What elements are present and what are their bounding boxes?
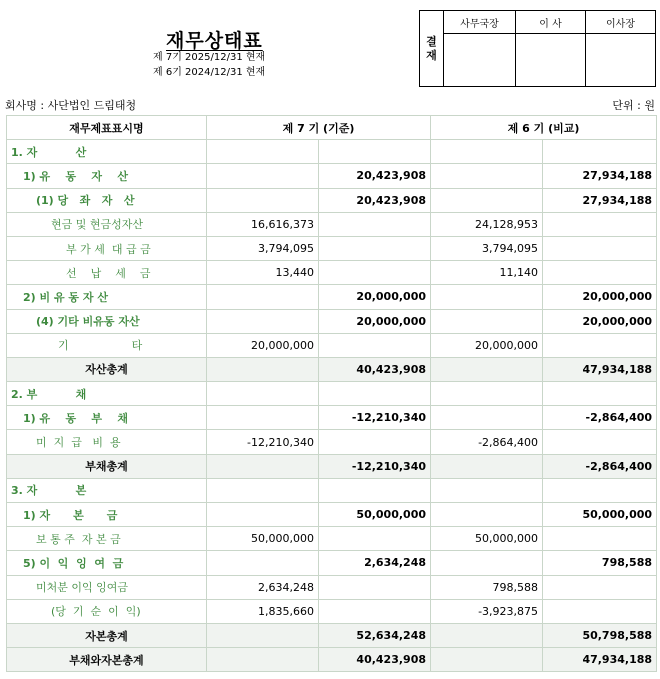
current-subtotal-amount: -12,210,340 [319, 406, 431, 430]
account-name: 미처분 이익 잉여금 [7, 575, 207, 599]
approval-sign-secretary [444, 34, 516, 87]
account-name: 부 가 세 대 급 금 [7, 236, 207, 260]
current-detail-amount: -12,210,340 [207, 430, 319, 454]
prior-detail-amount: 20,000,000 [431, 333, 543, 357]
current-subtotal-amount [319, 599, 431, 623]
current-subtotal-amount: 2,634,248 [319, 551, 431, 575]
current-detail-amount [207, 503, 319, 527]
approval-role-secretary: 사무국장 [444, 11, 516, 34]
current-detail-amount [207, 357, 319, 381]
page-title: 재무상태표 [166, 30, 263, 52]
table-row [7, 382, 657, 406]
prior-detail-amount [431, 357, 543, 381]
table-row [7, 140, 657, 164]
account-name: 자산총계 [7, 357, 207, 381]
prior-detail-amount [431, 623, 543, 647]
prior-subtotal-amount [543, 430, 657, 454]
prior-subtotal-amount [543, 599, 657, 623]
current-subtotal-amount: 52,634,248 [319, 623, 431, 647]
prior-subtotal-amount [543, 382, 657, 406]
column-header-current: 제 7 기 (기준) [207, 116, 431, 140]
prior-detail-amount [431, 309, 543, 333]
prior-subtotal-amount: 47,934,188 [543, 357, 657, 381]
table-row [7, 430, 657, 454]
table-row [7, 406, 657, 430]
account-name: (4) 기타 비유동 자산 [7, 309, 207, 333]
prior-subtotal-amount: -2,864,400 [543, 454, 657, 478]
prior-subtotal-amount [543, 575, 657, 599]
account-name: 1) 유 동 부 채 [7, 406, 207, 430]
current-detail-amount [207, 382, 319, 406]
table-row [7, 575, 657, 599]
prior-subtotal-amount [543, 261, 657, 285]
current-subtotal-amount [319, 478, 431, 502]
prior-subtotal-amount: -2,864,400 [543, 406, 657, 430]
approval-sign-director [516, 34, 586, 87]
current-detail-amount [207, 623, 319, 647]
current-detail-amount [207, 551, 319, 575]
column-header-prior: 제 6 기 (비교) [431, 116, 657, 140]
approval-role-chairman: 이사장 [586, 11, 656, 34]
prior-subtotal-amount: 798,588 [543, 551, 657, 575]
current-subtotal-amount: 50,000,000 [319, 503, 431, 527]
unit-label: 단위 : 원 [612, 99, 655, 112]
table-row [7, 236, 657, 260]
current-detail-amount: 2,634,248 [207, 575, 319, 599]
approval-box [419, 10, 656, 87]
balance-sheet-table [6, 115, 657, 672]
current-subtotal-amount [319, 236, 431, 260]
prior-subtotal-amount: 20,000,000 [543, 309, 657, 333]
current-subtotal-amount: -12,210,340 [319, 454, 431, 478]
prior-detail-amount: -2,864,400 [431, 430, 543, 454]
current-period: 제 7기 2025/12/31 현재 [153, 52, 266, 63]
prior-detail-amount [431, 478, 543, 502]
current-subtotal-amount [319, 333, 431, 357]
current-subtotal-amount [319, 212, 431, 236]
table-row [7, 551, 657, 575]
account-name: (1) 당 좌 자 산 [7, 188, 207, 212]
current-subtotal-amount [319, 430, 431, 454]
current-subtotal-amount [319, 140, 431, 164]
table-row [7, 333, 657, 357]
current-detail-amount [207, 188, 319, 212]
total-row [7, 623, 657, 647]
current-subtotal-amount: 40,423,908 [319, 648, 431, 672]
current-detail-amount [207, 140, 319, 164]
account-name: 1) 자 본 금 [7, 503, 207, 527]
account-name: 5) 이 익 잉 여 금 [7, 551, 207, 575]
account-name: 1) 유 동 자 산 [7, 164, 207, 188]
current-subtotal-amount: 20,423,908 [319, 188, 431, 212]
prior-detail-amount: 798,588 [431, 575, 543, 599]
current-detail-amount [207, 478, 319, 502]
table-row [7, 478, 657, 502]
prior-subtotal-amount [543, 236, 657, 260]
prior-subtotal-amount [543, 478, 657, 502]
prior-detail-amount [431, 382, 543, 406]
approval-label: 결 재 [420, 11, 444, 87]
prior-detail-amount [431, 188, 543, 212]
table-row [7, 188, 657, 212]
prior-detail-amount: 24,128,953 [431, 212, 543, 236]
current-subtotal-amount: 20,423,908 [319, 164, 431, 188]
table-row [7, 599, 657, 623]
approval-sign-chairman [586, 34, 656, 87]
current-detail-amount: 3,794,095 [207, 236, 319, 260]
prior-detail-amount [431, 551, 543, 575]
prior-subtotal-amount: 27,934,188 [543, 164, 657, 188]
current-detail-amount [207, 164, 319, 188]
current-detail-amount [207, 648, 319, 672]
current-subtotal-amount [319, 527, 431, 551]
prior-subtotal-amount: 50,000,000 [543, 503, 657, 527]
account-name: 미 지 급 비 용 [7, 430, 207, 454]
total-row [7, 648, 657, 672]
prior-detail-amount [431, 406, 543, 430]
current-detail-amount: 50,000,000 [207, 527, 319, 551]
current-detail-amount: 1,835,660 [207, 599, 319, 623]
prior-subtotal-amount [543, 333, 657, 357]
table-header [7, 116, 657, 140]
table-row [7, 261, 657, 285]
prior-detail-amount [431, 140, 543, 164]
prior-detail-amount [431, 285, 543, 309]
account-name: (당 기 순 이 익) [7, 599, 207, 623]
prior-detail-amount [431, 454, 543, 478]
prior-subtotal-amount [543, 140, 657, 164]
current-subtotal-amount [319, 575, 431, 599]
total-row [7, 357, 657, 381]
current-detail-amount [207, 285, 319, 309]
account-name: 기 타 [7, 333, 207, 357]
prior-subtotal-amount: 50,798,588 [543, 623, 657, 647]
prior-period: 제 6기 2024/12/31 현재 [153, 67, 266, 78]
current-subtotal-amount: 40,423,908 [319, 357, 431, 381]
account-name: 선 납 세 금 [7, 261, 207, 285]
prior-subtotal-amount: 47,934,188 [543, 648, 657, 672]
current-detail-amount: 16,616,373 [207, 212, 319, 236]
account-name: 현금 및 현금성자산 [7, 212, 207, 236]
approval-role-director: 이 사 [516, 11, 586, 34]
current-subtotal-amount [319, 382, 431, 406]
account-name: 2. 부 채 [7, 382, 207, 406]
table-row [7, 285, 657, 309]
prior-subtotal-amount [543, 527, 657, 551]
table-row [7, 503, 657, 527]
table-row [7, 164, 657, 188]
account-name: 1. 자 산 [7, 140, 207, 164]
table-row [7, 212, 657, 236]
prior-subtotal-amount: 20,000,000 [543, 285, 657, 309]
current-detail-amount [207, 454, 319, 478]
current-subtotal-amount: 20,000,000 [319, 285, 431, 309]
account-name: 자본총계 [7, 623, 207, 647]
account-name: 부채총계 [7, 454, 207, 478]
prior-detail-amount [431, 164, 543, 188]
account-name: 3. 자 본 [7, 478, 207, 502]
account-name: 2) 비 유 동 자 산 [7, 285, 207, 309]
prior-detail-amount: 11,140 [431, 261, 543, 285]
account-name: 부채와자본총계 [7, 648, 207, 672]
table-row [7, 309, 657, 333]
current-detail-amount: 13,440 [207, 261, 319, 285]
prior-subtotal-amount: 27,934,188 [543, 188, 657, 212]
prior-detail-amount: 50,000,000 [431, 527, 543, 551]
column-header-item: 재무제표표시명 [7, 116, 207, 140]
company-name: 회사명 : 사단법인 드림태청 [5, 99, 137, 112]
current-detail-amount [207, 406, 319, 430]
table-row [7, 527, 657, 551]
current-detail-amount: 20,000,000 [207, 333, 319, 357]
total-row [7, 454, 657, 478]
prior-detail-amount: 3,794,095 [431, 236, 543, 260]
prior-detail-amount: -3,923,875 [431, 599, 543, 623]
current-subtotal-amount [319, 261, 431, 285]
prior-detail-amount [431, 648, 543, 672]
current-detail-amount [207, 309, 319, 333]
account-name: 보 통 주 자 본 금 [7, 527, 207, 551]
current-subtotal-amount: 20,000,000 [319, 309, 431, 333]
prior-subtotal-amount [543, 212, 657, 236]
prior-detail-amount [431, 503, 543, 527]
